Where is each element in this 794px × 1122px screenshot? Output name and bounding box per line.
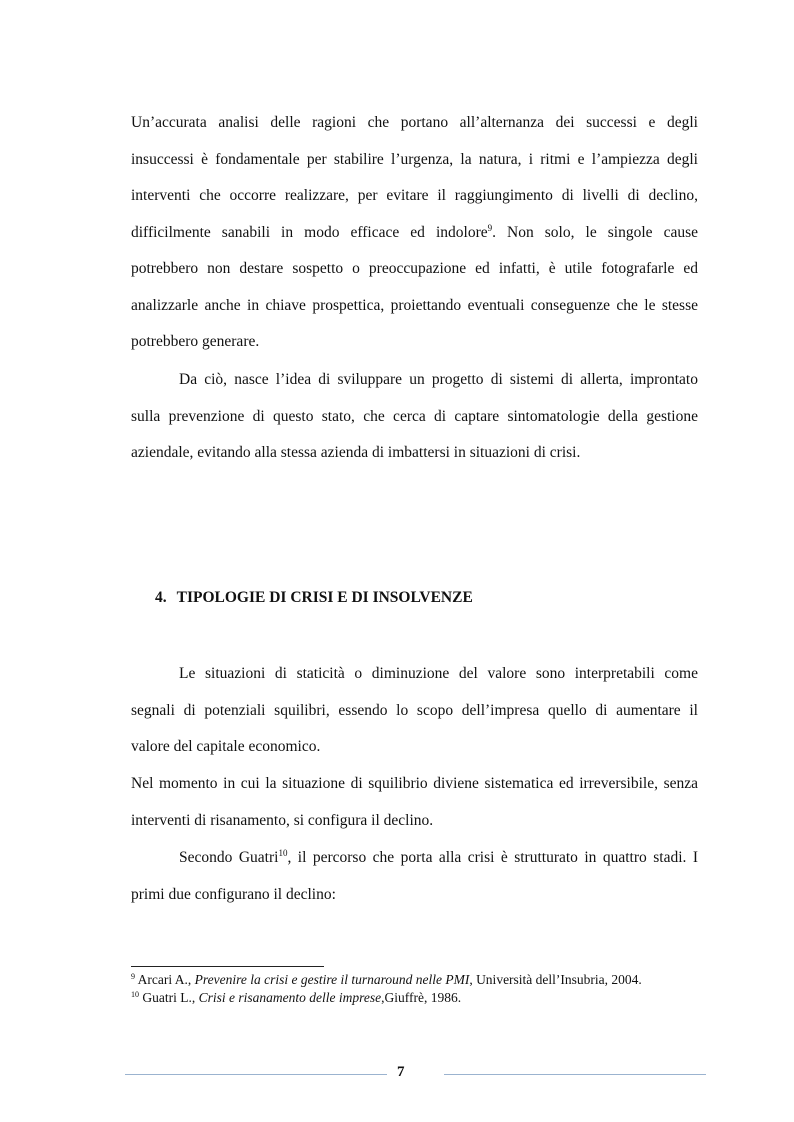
section-title: TIPOLOGIE DI CRISI E DI INSOLVENZE — [176, 589, 473, 606]
footnote-separator — [131, 966, 324, 967]
paragraph-3 — [131, 656, 698, 766]
footnote-10 — [131, 990, 461, 1006]
paragraph-4 — [131, 766, 698, 839]
footnote-ref-9[interactable]: 9 — [487, 222, 493, 233]
footnote-9 — [131, 972, 642, 988]
text-line: valore del capitale economico. — [131, 738, 321, 755]
footnote-rest: , Università dell’Insubria, 2004. — [469, 972, 642, 987]
section-number: 4. — [155, 589, 167, 606]
text-line: interventi di risanamento, si configura il declino. — [131, 811, 434, 829]
text-line: Nel momento in cui la situazione di squilibrio diviene sistematica ed irreversibile, senza — [131, 775, 698, 792]
text-line: Da ciò, nasce l’idea di sviluppare un progetto di sistemi di allerta, improntato — [179, 371, 698, 388]
footer-divider-right — [444, 1074, 706, 1075]
text-line: aziendale, evitando alla stessa azienda di imbattersi in situazioni di crisi. — [131, 444, 581, 461]
text-line: potrebbero generare. — [131, 333, 260, 350]
paragraph-5 — [131, 840, 698, 913]
text-segment: difficilmente sanabili in modo efficace ed indolore — [131, 223, 488, 241]
text-line: segnali di potenziali squilibri, essendo lo scopo dell’impresa quello di aumentare il — [131, 701, 698, 719]
text-line: Le situazioni di staticità o diminuzione del valore sono interpretabili come — [179, 665, 698, 682]
text-line — [131, 840, 698, 877]
text-line: Un’accurata analisi delle ragioni che portano all’alternanza dei successi e degli — [131, 114, 698, 131]
footnote-author: Arcari A., — [135, 972, 195, 987]
footnote-rest: ,Giuffrè, 1986. — [381, 990, 462, 1005]
text-line: interventi che occorre realizzare, per evitare il raggiungimento di livelli di declino, — [131, 187, 698, 204]
text-line: analizzarle anche in chiave prospettica, proiettando eventuali conseguenze che le stesse — [131, 296, 698, 314]
footnote-number: 9 — [131, 972, 135, 981]
footnote-author: Guatri L., — [139, 990, 199, 1005]
text-segment: . Non solo, le singole cause — [492, 223, 698, 241]
paragraph-1 — [131, 105, 698, 361]
text-segment: Secondo Guatri — [179, 849, 279, 866]
text-segment: , il percorso che porta alla crisi è strutturato in quattro stadi. I — [287, 849, 698, 866]
page-number: 7 — [397, 1064, 405, 1080]
paragraph-2 — [131, 362, 698, 472]
text-line: potrebbero non destare sospetto o preoccupazione ed infatti, è utile fotografarle ed — [131, 260, 698, 277]
footnote-title: Prevenire la crisi e gestire il turnaround nelle PMI — [194, 972, 470, 987]
text-line: sulla prevenzione di questo stato, che cerca di captare sintomatologie della gestione — [131, 407, 698, 425]
section-heading — [155, 589, 473, 607]
footer-divider-left — [125, 1074, 387, 1075]
footnote-ref-10[interactable]: 10 — [278, 848, 288, 858]
footnote-number: 10 — [131, 990, 139, 999]
footnote-title: Crisi e risanamento delle imprese — [198, 990, 382, 1005]
text-line — [131, 215, 698, 252]
text-line: insuccessi è fondamentale per stabilire l’urgenza, la natura, i ritmi e l’ampiezza degli — [131, 150, 698, 168]
text-line: primi due configurano il declino: — [131, 885, 336, 903]
